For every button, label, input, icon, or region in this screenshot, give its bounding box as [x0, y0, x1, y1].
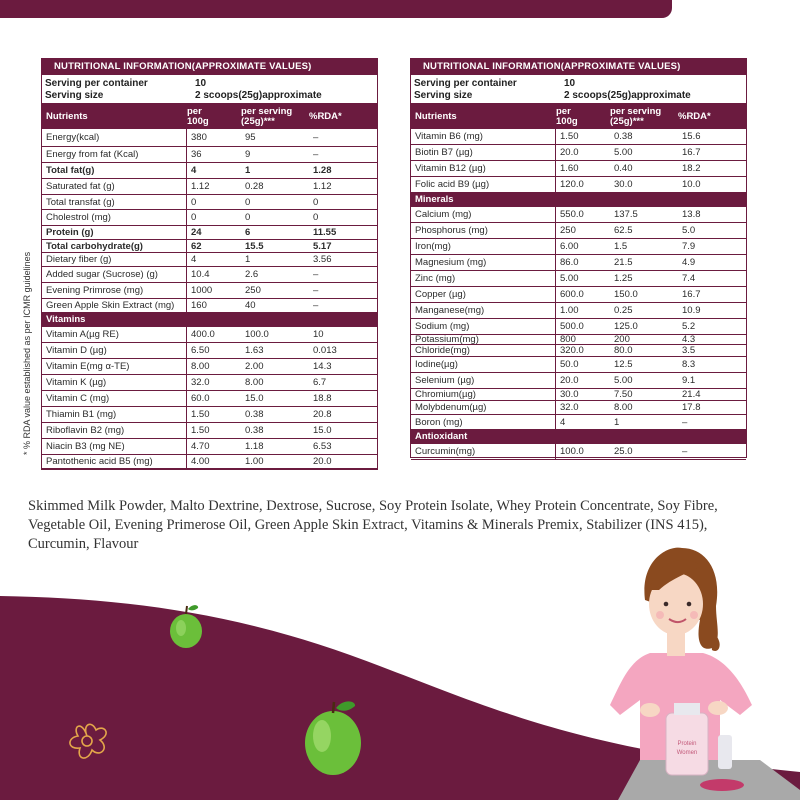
per100g-value: 4.70: [191, 441, 210, 452]
nutrient-name: Total fat(g): [42, 163, 187, 178]
perserving-value: 2.6: [245, 269, 259, 280]
serving-size-value: 2 scoops(25g)approximate: [195, 90, 322, 101]
per100g-value: 600.0: [560, 289, 584, 300]
per100g-value: 800: [560, 334, 576, 345]
nutrient-name: Vitamin K (µg): [42, 375, 187, 390]
perserving-value: 2.00: [245, 361, 264, 372]
per100g-value: 250: [560, 225, 576, 236]
antioxidant-section-header: Antioxidant: [411, 430, 746, 444]
nutrient-name: Iodine(µg): [411, 357, 556, 372]
per100g-value: 1000: [191, 285, 213, 296]
perserving-header-line1: per serving: [241, 105, 293, 117]
panel-title: NUTRITIONAL INFORMATION(APPROXIMATE VALUES): [411, 59, 746, 75]
rda-value: –: [313, 300, 319, 311]
nutrient-name: Evening Primrose (mg): [42, 283, 187, 298]
per100g-value: 0: [191, 212, 197, 223]
per100g-value: 4: [191, 165, 197, 176]
rda-value: 20.8: [313, 409, 332, 420]
rda-value: 10.0: [682, 179, 701, 190]
nutrient-name: Sodium (mg): [411, 319, 556, 334]
per100g-value: 20.0: [560, 375, 579, 386]
per100g-value: 6.00: [560, 241, 579, 252]
nutrient-name: Boron (mg): [411, 415, 556, 429]
perserving-value: 0.38: [245, 425, 264, 436]
per100g-value: 4: [191, 254, 197, 265]
rda-value: 20.0: [313, 456, 332, 467]
serving-size-label: Serving size: [45, 90, 104, 101]
rda-value: 3.56: [313, 254, 332, 265]
perserving-value: 15.0: [245, 393, 264, 404]
per100g-value: 4: [560, 416, 566, 428]
nutrient-name: Green Apple Skin Extract (mg): [42, 299, 187, 312]
per100g-header-line1: per: [187, 105, 202, 117]
rda-value: 16.7: [682, 147, 701, 158]
rda-value: –: [313, 269, 319, 280]
serving-size-value: 2 scoops(25g)approximate: [564, 90, 691, 101]
perserving-value: 1.5: [614, 241, 628, 252]
nutrient-name: Magnesium (mg): [411, 255, 556, 270]
rda-value: 9.1: [682, 375, 696, 386]
nutrient-name: Selenium (µg): [411, 373, 556, 388]
nutrient-name: Vitamin B12 (µg): [411, 161, 556, 176]
per100g-value: 5.00: [560, 273, 579, 284]
rda-value: –: [313, 149, 319, 160]
perserving-value: 1.18: [245, 441, 264, 452]
rda-value: 4.9: [682, 257, 696, 268]
perserving-header-line2: (25g)***: [610, 115, 644, 127]
perserving-value: 6: [245, 227, 251, 238]
rda-value: 0.013: [313, 345, 337, 356]
nutrient-name: Vitamin D (µg): [42, 343, 187, 358]
rda-value: 7.4: [682, 273, 696, 284]
perserving-header-line1: per serving: [610, 105, 662, 117]
perserving-value: 137.5: [614, 209, 638, 220]
rda-value: 16.7: [682, 289, 701, 300]
per100g-value: 86.0: [560, 257, 579, 268]
perserving-value: 62.5: [614, 225, 633, 236]
perserving-value: 80.0: [614, 345, 633, 356]
per100g-header-line2: 100g: [187, 115, 209, 127]
per100g-value: 550.0: [560, 209, 584, 220]
rda-value: –: [682, 446, 688, 457]
per100g-value: 36: [191, 149, 202, 160]
rda-value: 1.12: [313, 181, 332, 192]
jar-label-line1: Protein: [677, 741, 697, 747]
nutrient-name: Manganese(mg): [411, 303, 556, 318]
perserving-value: 5.00: [614, 147, 633, 158]
perserving-value: 95: [245, 132, 256, 143]
per100g-value: 24: [191, 227, 202, 238]
per100g-value: 32.0: [560, 402, 579, 413]
nutrient-name: Vitamin B6 (mg): [411, 129, 556, 144]
perserving-value: 150.0: [614, 289, 638, 300]
serving-size-label: Serving size: [414, 90, 473, 101]
per100g-value: 1.50: [560, 131, 579, 142]
rda-value: 11.55: [313, 227, 337, 238]
nutrient-name: Curcumin(mg): [411, 444, 556, 459]
serving-per-container-label: Serving per container: [45, 78, 148, 89]
ingredients-list: Skimmed Milk Powder, Malto Dextrine, Dextrose, Sucrose, Soy Protein Isolate, Whey Protein Concentrate, Soy Fibre, Vegetable Oil, Evening Primerose Oil, Green Apple Skin Extract, Vitamins & Minerals Premix, Stabilizer (INS 415), Curcumin, Flavour: [28, 498, 718, 552]
per100g-header-line1: per: [556, 105, 571, 117]
nutrient-name: Chloride(mg): [411, 345, 556, 356]
rda-header: %RDA*: [678, 111, 711, 122]
nutrient-name: Protein (g): [42, 226, 187, 239]
perserving-value: 0.38: [614, 131, 633, 142]
nutrient-name: Energy from fat (Kcal): [42, 147, 187, 162]
rda-value: 6.7: [313, 377, 327, 388]
nutrient-name: Energy(kcal): [42, 129, 187, 146]
serving-per-container-value: 10: [564, 78, 576, 89]
nutrient-name: Thiamin B1 (mg): [42, 407, 187, 422]
per100g-value: 380: [191, 132, 207, 143]
nutrient-name: Vitamin C (mg): [42, 391, 187, 406]
per100g-value: 60.0: [191, 393, 210, 404]
per100g-value: 1.50: [191, 409, 210, 420]
per100g-value: 500.0: [560, 321, 584, 332]
perserving-value: 12.5: [614, 359, 633, 370]
per100g-value: 320.0: [560, 345, 584, 356]
per100g-value: 10.4: [191, 269, 210, 280]
vitamins-section-header: Vitamins: [42, 313, 377, 327]
rda-value: 14.3: [313, 361, 332, 372]
per100g-value: 50.0: [560, 359, 579, 370]
perserving-value: 0.40: [614, 163, 633, 174]
rda-footnote: * % RDA value established as per ICMR guidelines: [22, 251, 32, 455]
per100g-value: 400.0: [191, 329, 215, 340]
rda-value: 4.3: [682, 334, 696, 345]
per100g-value: 8.00: [191, 361, 210, 372]
rda-value: 21.4: [682, 389, 701, 400]
nutrients-header: Nutrients: [415, 111, 457, 122]
nutrient-name: Chromium(µg): [411, 389, 556, 400]
rda-value: 13.8: [682, 209, 701, 220]
perserving-value: 250: [245, 285, 261, 296]
perserving-value: 200: [614, 334, 630, 345]
per100g-header-line2: 100g: [556, 115, 578, 127]
perserving-value: 0.38: [245, 409, 264, 420]
rda-value: 17.8: [682, 402, 701, 413]
perserving-value: 25.0: [614, 446, 633, 457]
nutrient-name: Total carbohydrate(g): [42, 240, 187, 252]
rda-value: 6.53: [313, 441, 332, 452]
perserving-value: 0: [245, 212, 251, 223]
nutrient-name: Biotin B7 (µg): [411, 145, 556, 160]
perserving-value: 1: [614, 416, 620, 428]
nutrient-name: Phosphorus (mg): [411, 223, 556, 238]
rda-value: –: [682, 416, 688, 428]
perserving-value: 1: [245, 165, 251, 176]
per100g-value: 4.00: [191, 456, 210, 467]
perserving-value: 0.28: [245, 181, 264, 192]
per100g-value: 1.50: [191, 425, 210, 436]
nutrient-name: Pantothenic acid B5 (mg): [42, 455, 187, 468]
perserving-value: 0: [245, 196, 251, 208]
nutrient-name: Riboflavin B2 (mg): [42, 423, 187, 438]
perserving-value: 1.25: [614, 273, 633, 284]
perserving-value: 125.0: [614, 321, 638, 332]
rda-value: 15.6: [682, 131, 701, 142]
nutrient-name: Zinc (mg): [411, 271, 556, 286]
rda-value: 5.2: [682, 321, 696, 332]
perserving-value: 40: [245, 300, 256, 311]
nutrient-name: Cholestrol (mg): [42, 210, 187, 225]
rda-value: 0: [313, 212, 319, 223]
perserving-value: 100.0: [245, 329, 269, 340]
rda-value: 18.2: [682, 163, 701, 174]
per100g-value: 20.0: [560, 147, 579, 158]
rda-header: %RDA*: [309, 111, 342, 122]
perserving-value: 1.00: [245, 456, 264, 467]
per100g-value: 120.0: [560, 179, 584, 190]
nutrient-name: Dietary fiber (g): [42, 253, 187, 266]
perserving-value: 8.00: [614, 402, 633, 413]
nutrient-name: Added sugar (Sucrose) (g): [42, 267, 187, 282]
per100g-value: 1.12: [191, 181, 210, 192]
nutrients-header: Nutrients: [46, 111, 88, 122]
per100g-value: 62: [191, 240, 202, 252]
per100g-value: 1.00: [560, 305, 579, 316]
per100g-value: 1.60: [560, 163, 579, 174]
nutrient-name: Total transfat (g): [42, 195, 187, 209]
rda-value: 10.9: [682, 305, 701, 316]
perserving-header-line2: (25g)***: [241, 115, 275, 127]
nutrient-name: Saturated fat (g): [42, 179, 187, 194]
rda-value: 5.17: [313, 240, 332, 252]
rda-value: –: [313, 132, 319, 143]
rda-value: 7.9: [682, 241, 696, 252]
nutrient-name: Calcium (mg): [411, 207, 556, 222]
panel-title: NUTRITIONAL INFORMATION(APPROXIMATE VALUES): [42, 59, 377, 75]
nutrient-name: Molybdenum(µg): [411, 401, 556, 414]
per100g-value: 6.50: [191, 345, 210, 356]
rda-value: 5.0: [682, 225, 696, 236]
nutrient-name: Vitamin A(µg RE): [42, 327, 187, 342]
perserving-value: 9: [245, 149, 251, 160]
nutrient-name: Iron(mg): [411, 239, 556, 254]
perserving-value: 0.25: [614, 305, 633, 316]
perserving-value: 15.5: [245, 240, 264, 252]
nutrient-name: Vitamin E(mg α-TE): [42, 359, 187, 374]
rda-value: 8.3: [682, 359, 696, 370]
rda-value: 3.5: [682, 345, 696, 356]
rda-value: 18.8: [313, 393, 332, 404]
per100g-value: 100.0: [560, 446, 584, 457]
nutrient-name: Copper (µg): [411, 287, 556, 302]
rda-value: 10: [313, 329, 324, 340]
per100g-value: 32.0: [191, 377, 210, 388]
rda-value: 1.28: [313, 165, 332, 176]
perserving-value: 7.50: [614, 389, 633, 400]
serving-per-container-label: Serving per container: [414, 78, 517, 89]
rda-value: 0: [313, 196, 319, 208]
per100g-value: 30.0: [560, 389, 579, 400]
serving-per-container-value: 10: [195, 78, 207, 89]
nutrient-name: Folic acid B9 (µg): [411, 177, 556, 192]
jar-label-line2: Women: [676, 750, 698, 756]
perserving-value: 1: [245, 254, 251, 265]
minerals-section-header: Minerals: [411, 193, 746, 207]
perserving-value: 5.00: [614, 375, 633, 386]
perserving-value: 8.00: [245, 377, 264, 388]
per100g-value: 0: [191, 196, 197, 208]
nutrient-name: Potassium(mg): [411, 335, 556, 344]
rda-value: –: [313, 285, 319, 296]
per100g-value: 160: [191, 300, 207, 311]
rda-value: 15.0: [313, 425, 332, 436]
nutrient-name: Niacin B3 (mg NE): [42, 439, 187, 454]
perserving-value: 1.63: [245, 345, 264, 356]
perserving-value: 21.5: [614, 257, 633, 268]
perserving-value: 30.0: [614, 179, 633, 190]
